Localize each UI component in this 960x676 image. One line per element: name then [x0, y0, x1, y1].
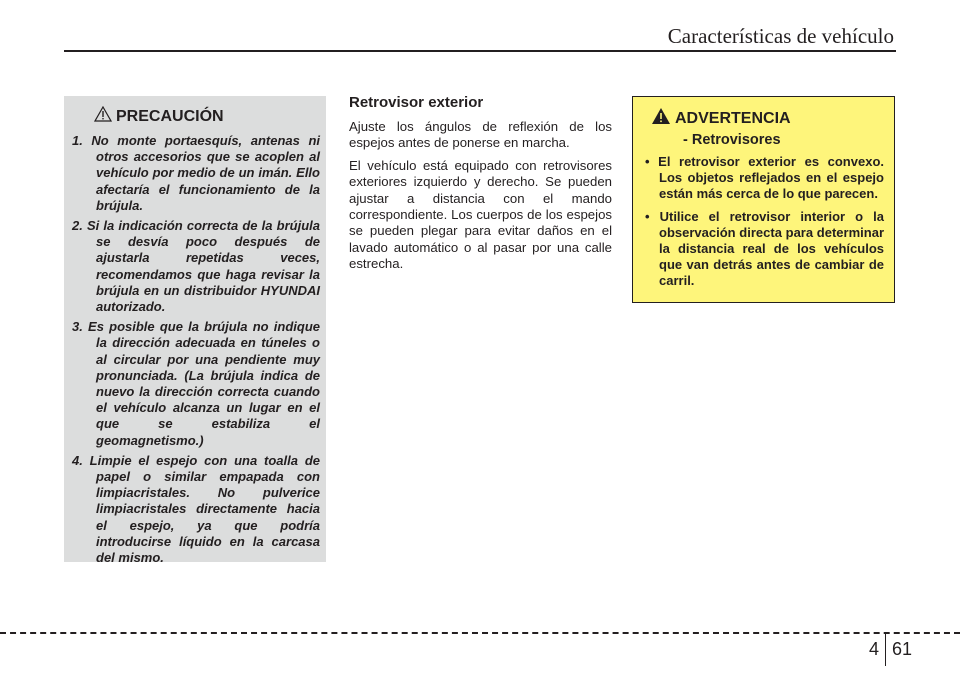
page-header-title: Características de vehículo [667, 24, 894, 48]
caution-item: 3. Es posible que la brújula no indique la dirección adecuada en túneles o al circular por una pendiente muy pronunciada. (La brújula indica de nuevo la dirección correcta cuando el vehículo alcanza un lugar en el que se estabiliza el geomagnetismo.) [72, 319, 320, 448]
caution-item: 2. Si la indicación correcta de la brújula se desvía poco después de ajustarla repetidas veces, recomendamos que haga revisar la brújula en un distribuidor HYUNDAI autorizado. [72, 218, 320, 315]
section-heading: Retrovisor exterior [349, 94, 484, 111]
warning-triangle-icon [651, 107, 671, 130]
warning-header [651, 107, 884, 130]
caution-triangle-icon [94, 106, 112, 127]
caution-item: 4. Limpie el espejo con una toalla de papel o similar empapada con limpiacristales. No pulverice limpiacristales directamente hacia el espejo, ya que podría introducirse líquido en la carcasa del mismo. [72, 452, 320, 566]
caution-list [72, 133, 320, 566]
caution-title: PRECAUCIÓN [116, 107, 224, 125]
chapter-number: 4 [868, 638, 879, 659]
caution-box [64, 96, 326, 566]
caution-header [94, 106, 320, 127]
main-content [349, 94, 612, 279]
page-number-value: 61 [891, 638, 912, 659]
caution-item: 1. No monte portaesquís, antenas ni otros accesorios que se acoplen al vehículo por medio de un imán. Ello afectaría el funcionamiento de la brújula. [72, 133, 320, 213]
page-number [869, 632, 912, 666]
warning-box [632, 96, 895, 303]
warning-item: • Utilice el retrovisor interior o la observación directa para determinar la distancia real de los vehículos que van detrás antes de cambiar de carril. [645, 208, 884, 289]
warning-subtitle: - Retrovisores [683, 132, 781, 148]
body-paragraph: Ajuste los ángulos de reflexión de los espejos antes de ponerse en marcha. [349, 119, 612, 151]
warning-title: ADVERTENCIA [675, 109, 791, 127]
warning-item: • El retrovisor exterior es convexo. Los objetos reflejados en el espejo están más cerca de lo que parecen. [645, 154, 884, 202]
warning-list [645, 154, 884, 290]
body-paragraph: El vehículo está equipado con retrovisores exteriores izquierdo y derecho. Se pueden ajustar a distancia con el mando correspondiente. Los cuerpos de los espejos se pueden plegar para evitar daños en el lavado automático o al pasar por una calle estrecha. [349, 157, 612, 272]
footer-divider [0, 632, 960, 634]
header-divider [64, 50, 896, 52]
